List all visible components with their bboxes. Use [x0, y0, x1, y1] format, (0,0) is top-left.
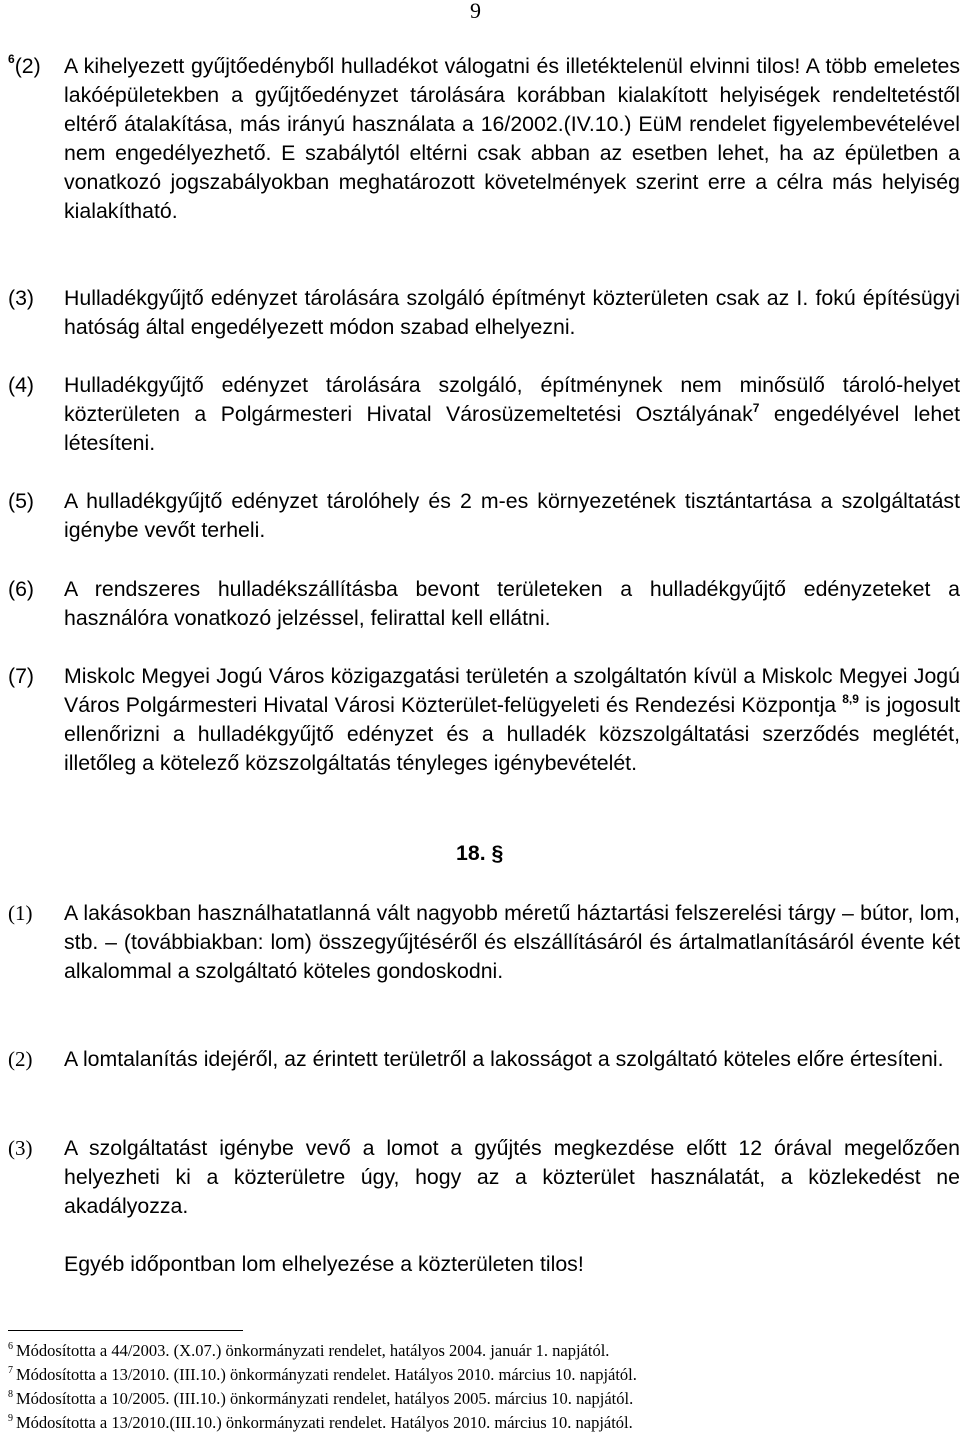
paragraph-number: (4): [8, 373, 35, 397]
footnote-ref-6[interactable]: 6: [8, 52, 15, 66]
footnote-ref-7[interactable]: 7: [752, 401, 760, 415]
paragraph-text: Miskolc Megyei Jogú Város közigazgatási területén a szolgáltatón kívül a Miskolc Megyei Jogú Város Polgármesteri Hivatal Városi Közterület-felügyeleti és Rendezési Központja: [64, 664, 960, 717]
closing-statement: Egyéb időpontban lom elhelyezése a közterületen tilos!: [64, 1252, 584, 1276]
paragraph-text: Hulladékgyűjtő edényzet tárolására szolgáló, építménynek nem minősülő tároló-helyet közterületen a Polgármesteri Hivatal Városüzemeltetési Osztályának: [64, 373, 960, 426]
paragraph-17-4: [8, 371, 960, 458]
paragraph-17-6: [8, 575, 960, 633]
paragraph-text: A hulladékgyűjtő edényzet tárolóhely és 2 m-es környezetének tisztántartása a szolgáltatást igénybe vevőt terheli.: [64, 489, 960, 542]
paragraph-number: (7): [8, 664, 35, 688]
paragraph-number: (3): [8, 1136, 33, 1160]
paragraph-text: A szolgáltatást igénybe vevő a lomot a gyűjtés megkezdése előtt 12 órával megelőzően helyezheti ki a közterületre úgy, hogy az a közterület használatát, a közlekedést ne akadályozza.: [64, 1136, 960, 1218]
paragraph-17-5: [8, 487, 960, 545]
footnote-7: $^7$ Módosította a 13/2010. (III.10.) önkormányzati rendelet. Hatályos 2010. március 10. napjától.: [8, 1365, 637, 1384]
paragraph-number: (6): [8, 577, 35, 601]
paragraph-number: (1): [8, 901, 33, 925]
paragraph-18-2: [8, 1045, 960, 1074]
paragraph-18-3: [8, 1134, 960, 1221]
paragraph-18-1: [8, 899, 960, 986]
paragraph-text: A rendszeres hulladékszállításba bevont területeken a hulladékgyűjtő edényzeteket a használóra vonatkozó jelzéssel, felirattal kell ellátni.: [64, 577, 960, 630]
section-heading: 18. §: [456, 841, 504, 865]
footnote-8: $^8$ Módosította a 10/2005. (III.10.) önkormányzati rendelet, hatályos 2005. március 10. napjától.: [8, 1389, 634, 1408]
paragraph-text: A kihelyezett gyűjtőedényből hulladékot válogatni és illetéktelenül elvinni tilos! A több emeletes lakóépületekben a gyűjtőedényzet tárolására korábban kialakított helyiségek rendeltetéstől eltérő átalakítása, más irányú használata a 16/2002.(IV.10.) EüM rendelet figyelembevételével nem engedélyezhető. E szabálytól eltérni csak abban az esetben lehet, ha az épületben a vonatkozó jogszabályokban meghatározott követelmények szerint erre a célra más helyiség kialakítható.: [64, 54, 960, 223]
footnote-9: $^9$ Módosította a 13/2010.(III.10.) önkormányzati rendelet. Hatályos 2010. március 10. napjától.: [8, 1413, 633, 1432]
paragraph-17-2: [8, 52, 960, 226]
footnote-ref-8-9[interactable]: 8,9: [842, 692, 859, 706]
paragraph-text: Hulladékgyűjtő edényzet tárolására szolgáló építményt közterületen csak az I. fokú építésügyi hatóság által engedélyezett módon szabad elhelyezni.: [64, 286, 960, 339]
paragraph-text: A lomtalanítás idejéről, az érintett területről a lakosságot a szolgáltató köteles előre értesíteni.: [64, 1047, 944, 1071]
paragraph-number: (3): [8, 286, 35, 310]
footnote-divider: [8, 1330, 243, 1331]
paragraph-text: A lakásokban használhatatlanná vált nagyobb méretű háztartási felszerelési tárgy – bútor, lom, stb. – (továbbiakban: lom) összegyűjtéséről és elszállításáról és ártalmatlanításáról évente két alkalommal a szolgáltató köteles gondoskodni.: [64, 901, 960, 983]
paragraph-text-cont: engedélyével lehet létesíteni.: [64, 402, 960, 455]
paragraph-17-3: [8, 284, 960, 342]
paragraph-17-7: [8, 662, 960, 778]
page-number: 9: [470, 0, 481, 23]
paragraph-text-cont: is jogosult ellenőrizni a hulladékgyűjtő edényzet és a hulladék közszolgáltatási szerződés meglétét, illetőleg a kötelező közszolgáltatás tényleges igénybevételét.: [64, 693, 960, 775]
paragraph-number: (2): [8, 1047, 33, 1071]
footnote-6: $^6$ Módosította a 44/2003. (X.07.) önkormányzati rendelet, hatályos 2004. január 1. napjától.: [8, 1341, 610, 1360]
paragraph-number: (5): [8, 489, 35, 513]
paragraph-number: (2): [14, 54, 41, 78]
